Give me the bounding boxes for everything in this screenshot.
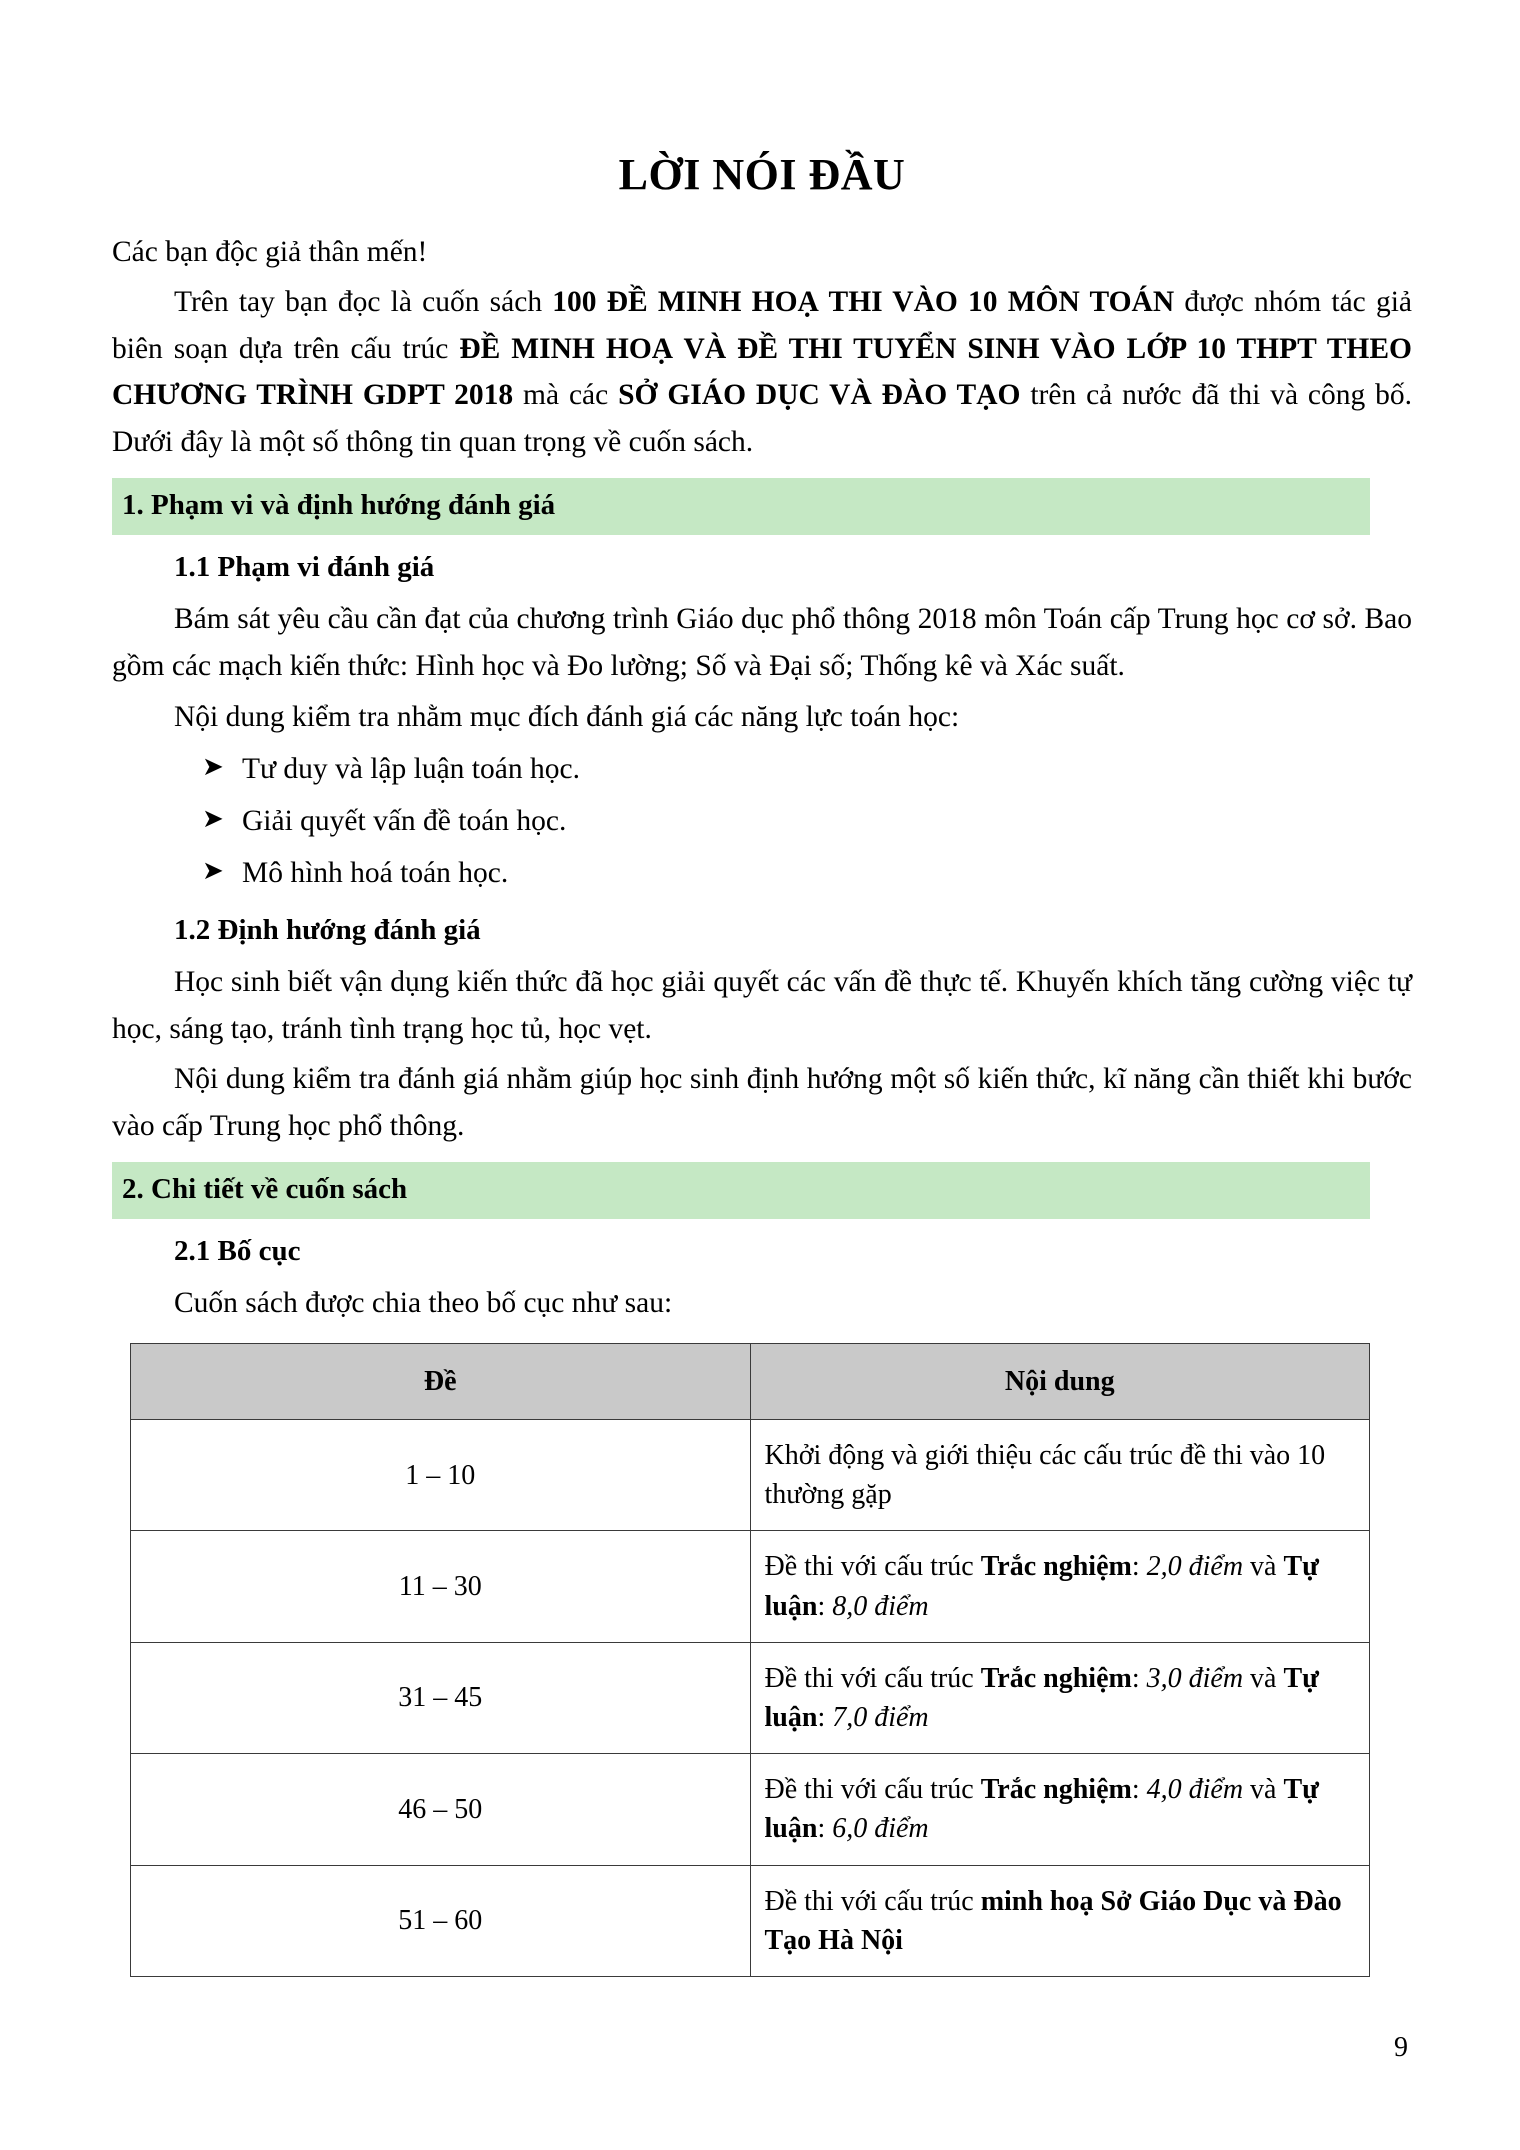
table-cell-de: 46 – 50 (131, 1754, 751, 1865)
salutation-paragraph: Các bạn độc giả thân mến! (112, 235, 428, 268)
table-cell-run: : (1131, 1774, 1147, 1806)
column-header-de: Đề (131, 1343, 751, 1419)
section-heading-1: 1. Phạm vi và định hướng đánh giá (112, 478, 1370, 535)
table-cell-de: 11 – 30 (131, 1531, 751, 1642)
table-cell-run: 6,0 điểm (832, 1813, 929, 1845)
table-cell-run: : (817, 1813, 833, 1845)
table-row (131, 1754, 1370, 1865)
table-cell-de: 51 – 60 (131, 1865, 751, 1976)
list-item (202, 850, 1412, 898)
subsection-heading-2-1: 2.1 Bố cục (174, 1234, 301, 1267)
list-item (202, 746, 1412, 794)
table-cell-noi-dung (750, 1642, 1370, 1753)
table-cell-run: : (1131, 1662, 1147, 1694)
arrow-bullet-icon: ➤ (202, 752, 224, 782)
intro-text-c: được nhóm tác giả biên soạn dựa trên cấu trúc (112, 286, 1412, 365)
intro-book-title: 100 ĐỀ MINH HOẠ THI VÀO 10 MÔN TOÁN (552, 286, 1175, 319)
table-cell-noi-dung (750, 1531, 1370, 1642)
subsection-heading-1-2: 1.2 Định hướng đánh giá (174, 913, 481, 946)
section-1-2-paragraph-2: Nội dung kiểm tra đánh giá nhằm giúp học sinh định hướng một số kiến thức, kĩ năng cần thiết khi bước vào cấp Trung học phổ thông. (112, 1063, 1412, 1143)
table-cell-run: Tự luận (764, 1662, 1319, 1734)
arrow-bullet-icon: ➤ (202, 803, 224, 833)
intro-paragraph (112, 279, 1412, 465)
table-cell-run: minh hoạ Sở Giáo Dục và Đào Tạo Hà Nội (764, 1885, 1342, 1956)
table-cell-run: Khởi động và giới thiệu các cấu trúc đề thi vào 10 thường gặp (764, 1440, 1326, 1511)
table-row (131, 1531, 1370, 1642)
intro-structure-title: ĐỀ MINH HOẠ VÀ ĐỀ THI TUYỂN SINH VÀO LỚP 10 THPT THEO CHƯƠNG TRÌNH GDPT 2018 (112, 332, 1412, 412)
table-cell-run: 2,0 điểm (1146, 1551, 1244, 1583)
table-cell-run: Đề thi với cấu trúc (764, 1551, 981, 1583)
column-header-noi-dung: Nội dung (750, 1343, 1370, 1419)
table-cell-de: 31 – 45 (131, 1642, 751, 1753)
list-item-label: Giải quyết vấn đề toán học. (242, 804, 567, 837)
table-header-row (131, 1343, 1370, 1419)
table-cell-run: 8,0 điểm (832, 1590, 929, 1622)
table-cell-run: Đề thi với cấu trúc (764, 1662, 981, 1694)
table-cell-run: : (1131, 1551, 1147, 1583)
section-1-1-paragraph-1: Bám sát yêu cầu cần đạt của chương trình Giáo dục phổ thông 2018 môn Toán cấp Trung học cơ sở. Bao gồm các mạch kiến thức: Hình học và Đo lường; Số và Đại số; Thống kê và Xác suất. (112, 603, 1412, 682)
intro-text-g: trên cả nước đã thi và công bố. Dưới đây là một số thông tin quan trọng về cuốn sách. (112, 379, 1413, 459)
table-cell-run: Đề thi với cấu trúc (764, 1774, 981, 1806)
list-item (202, 798, 1412, 846)
section-heading-2: 2. Chi tiết về cuốn sách (112, 1162, 1370, 1219)
page-content (112, 150, 1412, 1977)
book-structure-table (130, 1343, 1370, 1977)
table-cell-run: : (817, 1590, 833, 1622)
page-number: 9 (1394, 2032, 1408, 2063)
competency-list (112, 746, 1412, 897)
arrow-bullet-icon: ➤ (202, 855, 224, 885)
table-cell-run: và (1243, 1774, 1284, 1806)
section-1-2-paragraph-1: Học sinh biết vận dụng kiến thức đã học giải quyết các vấn đề thực tế. Khuyến khích tăng cường việc tự học, sáng tạo, tránh tình trạng học tủ, học vẹt. (112, 966, 1412, 1045)
intro-text-e: mà các (513, 379, 619, 412)
section-2-1-lead: Cuốn sách được chia theo bố cục như sau: (174, 1287, 673, 1320)
section-1-1-paragraph-2: Nội dung kiểm tra nhằm mục đích đánh giá các năng lực toán học: (174, 700, 960, 733)
table-cell-noi-dung (750, 1420, 1370, 1531)
table-cell-run: 4,0 điểm (1146, 1774, 1244, 1806)
intro-text-a: Trên tay bạn đọc là cuốn sách (174, 286, 553, 319)
table-cell-de: 1 – 10 (131, 1420, 751, 1531)
intro-authority: SỞ GIÁO DỤC VÀ ĐÀO TẠO (618, 379, 1021, 412)
subsection-heading-1-1: 1.1 Phạm vi đánh giá (174, 550, 435, 583)
table-row (131, 1420, 1370, 1531)
table-cell-run: Trắc nghiệm (980, 1551, 1132, 1583)
table-cell-noi-dung (750, 1754, 1370, 1865)
table-row (131, 1865, 1370, 1976)
table-cell-run: : (817, 1702, 833, 1734)
table-cell-run: Trắc nghiệm (980, 1662, 1132, 1694)
table-cell-run: và (1243, 1551, 1284, 1583)
table-header (131, 1343, 1370, 1419)
table-row (131, 1642, 1370, 1753)
table-cell-run: 7,0 điểm (832, 1702, 929, 1734)
table-cell-run: Đề thi với cấu trúc (764, 1885, 981, 1917)
table-cell-run: Tự luận (764, 1774, 1319, 1845)
list-item-label: Tư duy và lập luận toán học. (242, 753, 580, 786)
table-body (131, 1420, 1370, 1977)
table-cell-noi-dung (750, 1865, 1370, 1976)
table-cell-run: Tự luận (764, 1551, 1319, 1622)
table-cell-run: Trắc nghiệm (980, 1774, 1132, 1806)
page-title: LỜI NÓI ĐẦU (618, 150, 906, 199)
list-item-label: Mô hình hoá toán học. (242, 856, 509, 889)
table-cell-run: 3,0 điểm (1146, 1662, 1244, 1694)
table-cell-run: và (1243, 1662, 1284, 1694)
